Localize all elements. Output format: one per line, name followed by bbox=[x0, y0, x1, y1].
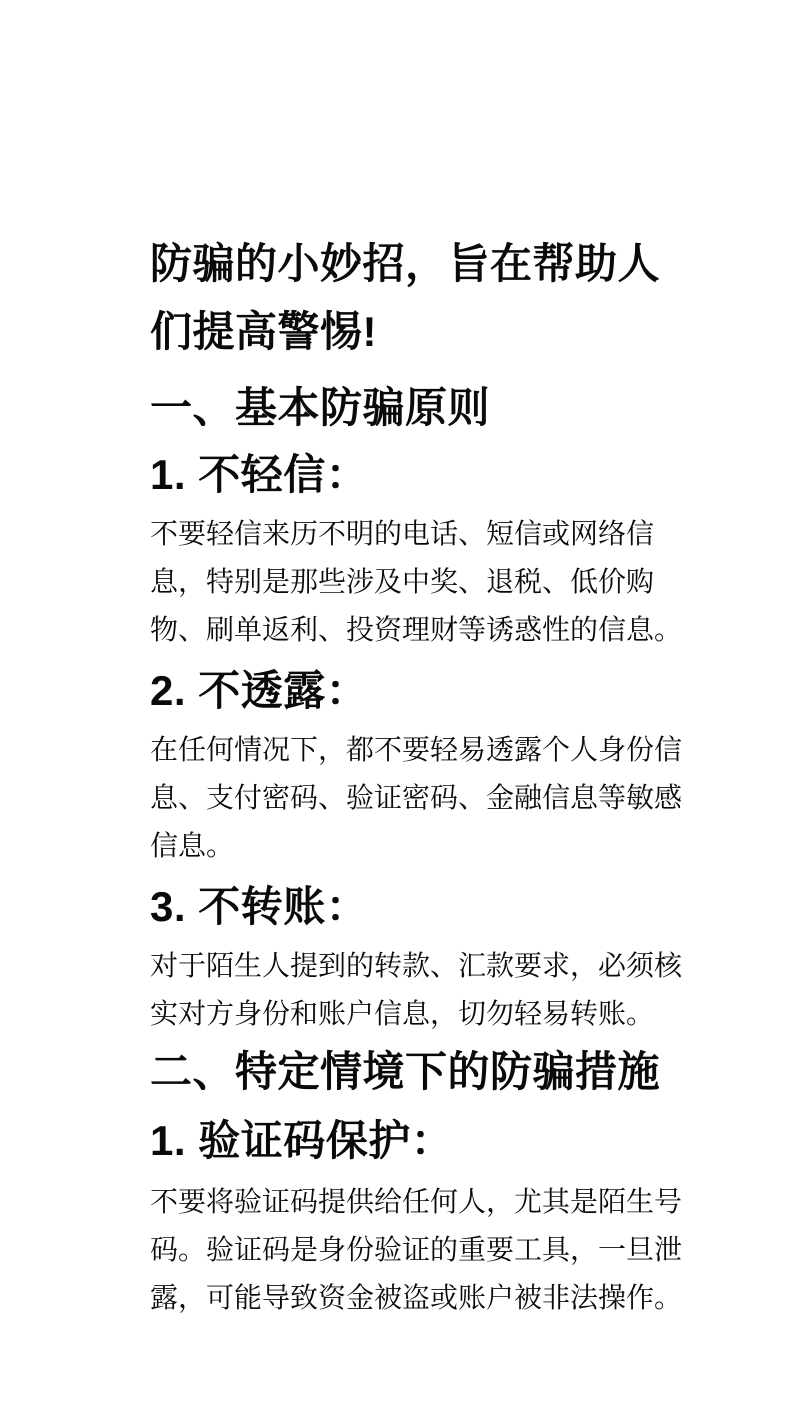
subheading-no-easy-trust: 1. 不轻信： bbox=[150, 451, 369, 498]
subheading-no-disclosure: 2. 不透露： bbox=[150, 667, 369, 714]
paragraph-verification-code-protection: 不要将验证码提供给任何人，尤其是陌生号 码。验证码是身份验证的重要工具，一旦泄 露，可能导致资金被盗或账户被非法操作。 bbox=[150, 1186, 683, 1313]
paragraph-no-transfer: 对于陌生人提到的转款、汇款要求，必须核 实对方身份和账户信息，切勿轻易转账。 bbox=[150, 950, 683, 1029]
page-title: 防骗的小妙招，旨在帮助人 们提高警惕! bbox=[150, 240, 661, 355]
paragraph-no-easy-trust: 不要轻信来历不明的电话、短信或网络信 息，特别是那些涉及中奖、退税、低价购 物、刷单返利、投资理财等诱惑性的信息。 bbox=[150, 518, 683, 645]
paragraph-no-disclosure: 在任何情况下，都不要轻易透露个人身份信 息、支付密码、验证密码、金融信息等敏感 信息。 bbox=[150, 734, 683, 861]
subheading-verification-code-protection: 1. 验证码保护： bbox=[150, 1117, 454, 1164]
text-card bbox=[150, 230, 683, 1322]
section-heading-specific-situations: 二、特定情境下的防骗措施 bbox=[150, 1048, 661, 1095]
subheading-no-transfer: 3. 不转账： bbox=[150, 883, 369, 930]
section-heading-basic-principles: 一、基本防骗原则 bbox=[150, 384, 491, 431]
